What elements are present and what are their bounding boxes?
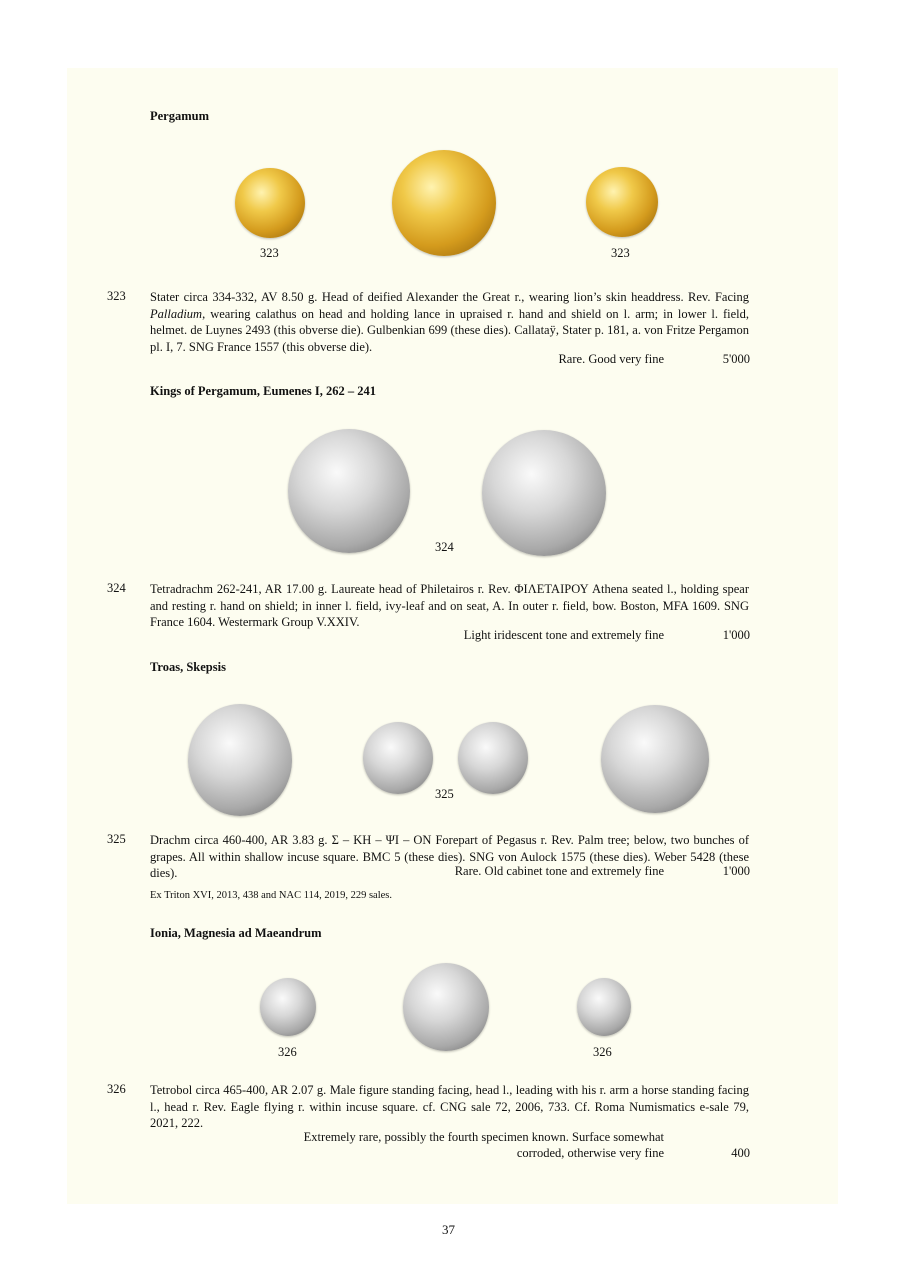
lot-grade: Rare. Good very fine [558,352,664,366]
section-heading-kings-of-pergamum: Kings of Pergamum, Eumenes I, 262 – 241 [150,384,377,398]
image-label: 323 [611,246,630,260]
lot-number: 324 [107,581,126,595]
lot-grade: Light iridescent tone and extremely fine [463,628,664,642]
image-label: 326 [593,1045,612,1059]
coin-image-326-reverse [577,978,631,1036]
coin-image-325-obverse-small [363,722,433,794]
lot-price: 1'000 [722,628,750,642]
italic-term: Palladium [150,306,203,321]
image-label: 326 [278,1045,297,1059]
lot-grade: Extremely rare, possibly the fourth specimen known. Surface somewhat [303,1130,664,1144]
image-label: 325 [435,787,454,801]
lot-price: 1'000 [722,864,750,878]
lot-description: Tetrobol circa 465-400, AR 2.07 g. Male figure standing facing, head l., leading with his r. arm a horse standing facing l., head r. Rev. Eagle flying r. within incuse square. cf. CNG sale 72, 2006, 733. Cf. Roma Numismatics e-sale 79, 2021, 222. [150,1083,749,1131]
section-heading-ionia-magnesia: Ionia, Magnesia ad Maeandrum [150,926,322,940]
image-label: 323 [260,246,279,260]
lot-price: 400 [731,1146,750,1160]
coin-image-323-obverse-enlarged [392,150,496,256]
lot-description: Stater circa 334-332, AV 8.50 g. Head of deified Alexander the Great r., wearing lion’s skin headdress. Rev. Facing Palladium, wearing calathus on head and holding lance in upraised r. hand and shield on l. arm; in lower l. field, helmet. de Luynes 2493 (this obverse die). Gulbenkian 699 (these dies). Callataÿ, Stater p. 181, a. von Fritze Pergamon pl. I, 7. SNG France 1557 (this obverse die). [150,290,749,354]
lot-description: Tetradrachm 262-241, AR 17.00 g. Laureate head of Philetairos r. Rev. ΦΙΛΕΤΑΙΡΟΥ Athena seated l., holding spear and resting r. hand on shield; in inner l. field, ivy-leaf and on seat, A. In outer r. field, bow. Boston, MFA 1609. SNG France 1604. Westermark Group V.XXIV. [150,582,749,630]
lot-grade-continued: corroded, otherwise very fine [516,1146,664,1160]
image-label: 324 [435,540,454,554]
coin-image-323-obverse [235,168,305,238]
provenance-note: Ex Triton XVI, 2013, 438 and NAC 114, 2019, 229 sales. [150,890,392,901]
coin-image-325-obverse [188,704,292,816]
lot-price: 5'000 [722,352,750,366]
coin-image-324-reverse [482,430,606,556]
section-heading-troas-skepsis: Troas, Skepsis [150,660,226,674]
lot-number: 325 [107,832,126,846]
lot-number: 326 [107,1082,126,1096]
lot-description: Drachm circa 460-400, AR 3.83 g. Σ – ΚΗ – ΨΙ – ΟΝ Forepart of Pegasus r. Rev. Palm tree; below, two bunches of grapes. All within shallow incuse square. BMC 5 (these dies). SNG von Aulock 1575 (these dies). Weber 5428 (these dies). [150,833,749,881]
coin-image-326-obverse-enlarged [403,963,489,1051]
coin-image-325-reverse [601,705,709,813]
coin-image-324-obverse [288,429,410,553]
coin-image-326-obverse [260,978,316,1036]
lot-grade: Rare. Old cabinet tone and extremely fine [454,864,664,878]
page-number: 37 [442,1222,455,1237]
coin-image-323-reverse [586,167,658,237]
coin-image-325-reverse-small [458,722,528,794]
lot-number: 323 [107,289,126,303]
section-heading-pergamum: Pergamum [150,109,210,123]
